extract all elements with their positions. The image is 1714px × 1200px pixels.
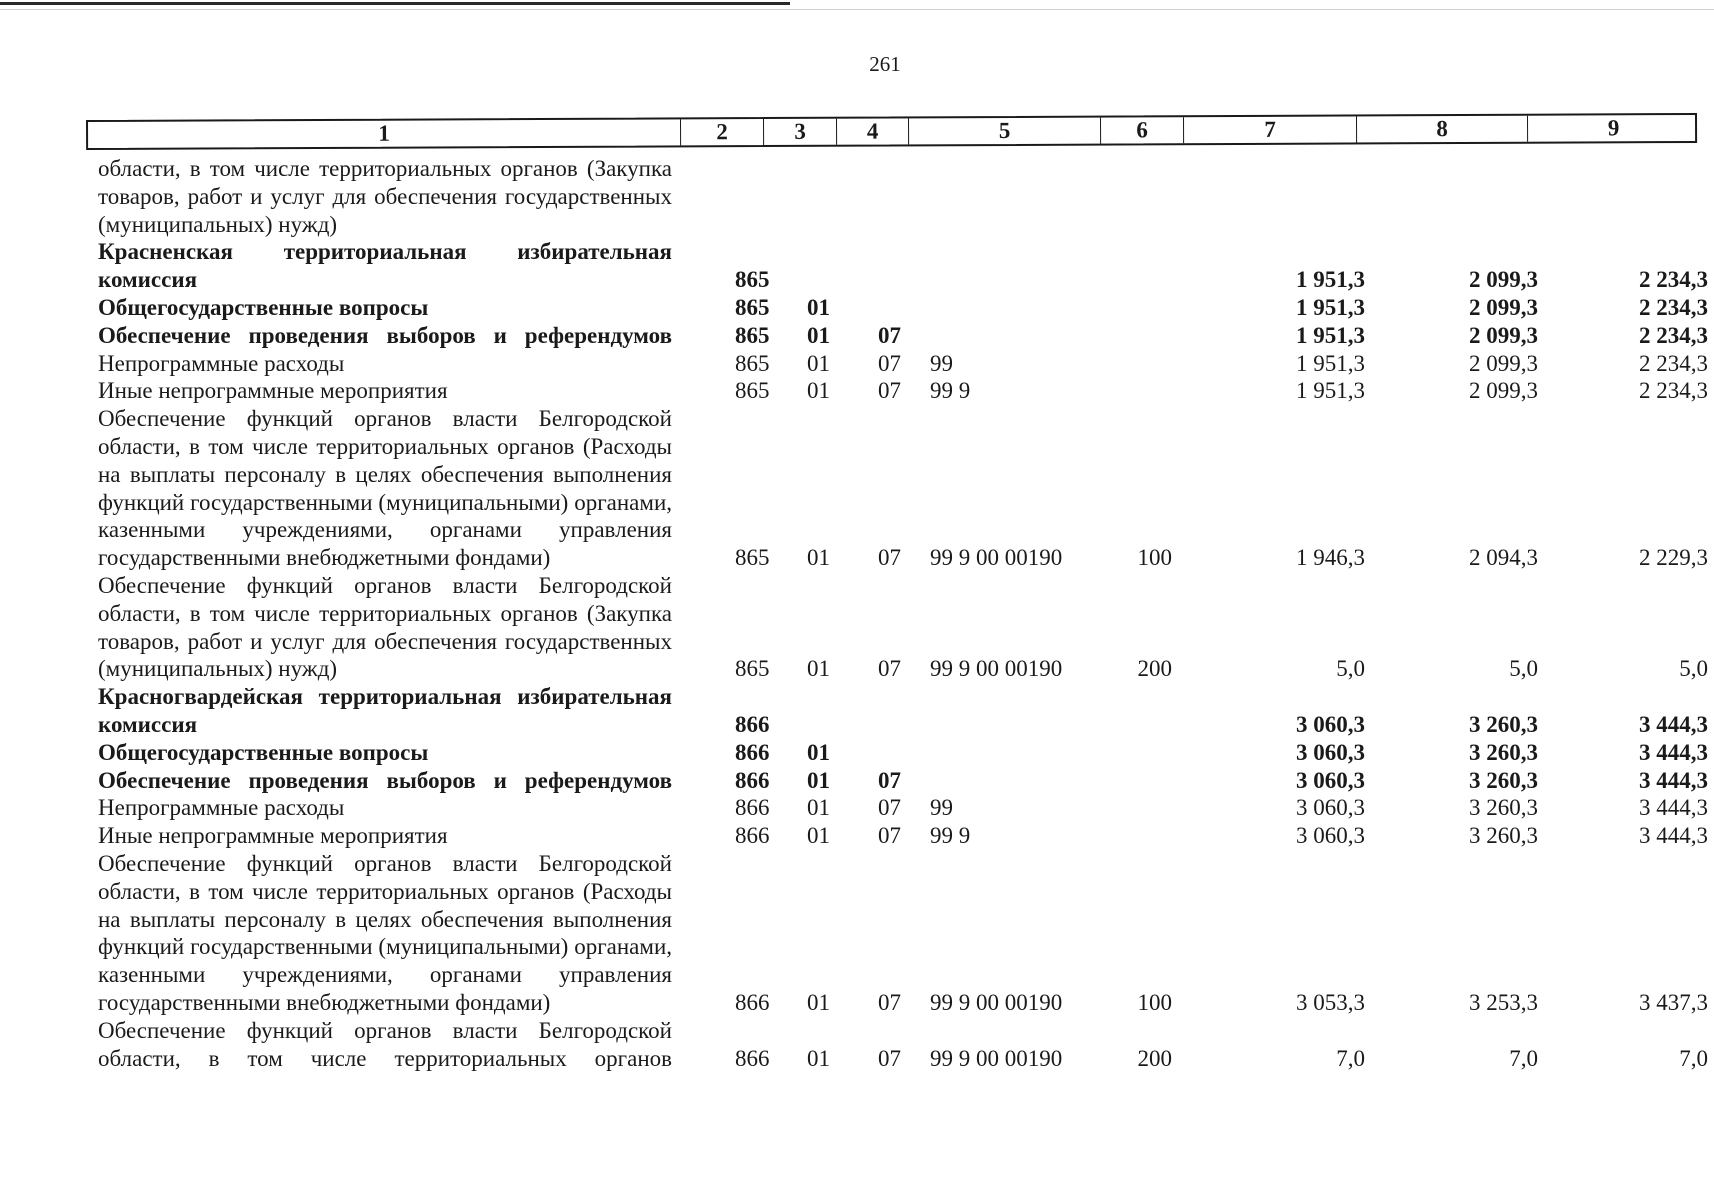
cell-ministry-code: 866 (735, 711, 770, 737)
column-header-6: 6 (1101, 117, 1184, 143)
cell-amount-year-2: 3 260,3 (1469, 795, 1538, 821)
scan-edge-line (0, 2, 790, 5)
row-description: Красненская территориальная избирательная комиссия (98, 239, 672, 293)
cell-amount-year-3: 2 234,3 (1639, 322, 1708, 348)
cell-ministry-code: 865 (735, 322, 770, 348)
cell-amount-year-3: 3 444,3 (1639, 823, 1708, 849)
row-description: Обеспечение проведения выборов и референдумов (98, 322, 672, 348)
cell-subsection-code: 07 (878, 656, 901, 682)
cell-ministry-code: 865 (735, 545, 770, 571)
cell-amount-year-3: 3 437,3 (1639, 989, 1708, 1015)
cell-amount-year-2: 2 099,3 (1469, 322, 1538, 348)
cell-ministry-code: 865 (735, 294, 770, 320)
column-header-4: 4 (837, 118, 909, 144)
table-row (0, 377, 1714, 405)
cell-section-code: 01 (807, 739, 830, 765)
table-row (0, 683, 1714, 739)
cell-subsection-code: 07 (878, 378, 901, 404)
cell-amount-year-2: 3 260,3 (1469, 767, 1538, 793)
cell-section-code: 01 (807, 1045, 830, 1071)
table-body (0, 155, 1714, 1072)
table-row (0, 822, 1714, 850)
cell-target-article: 99 (930, 795, 953, 821)
table-row (0, 405, 1714, 572)
table-row (0, 294, 1714, 322)
cell-subsection-code: 07 (878, 767, 901, 793)
table-row (0, 767, 1714, 795)
row-description: Обеспечение функций органов власти Белгородской области, в том числе территориальных органов (Расходы на выплаты персоналу в целях обеспечения выполнения функций государственными (муниципальными) органами, казенными учреждениями, органами управления государственными внебюджетными фондами) (98, 406, 672, 571)
cell-amount-year-2: 2 099,3 (1469, 267, 1538, 293)
cell-amount-year-1: 1 951,3 (1296, 350, 1365, 376)
cell-amount-year-2: 3 260,3 (1469, 739, 1538, 765)
cell-amount-year-3: 2 234,3 (1639, 378, 1708, 404)
table-row (0, 322, 1714, 350)
row-description: области, в том числе территориальных органов (Закупка товаров, работ и услуг для обеспечения государственных (муниципальных) нужд) (98, 156, 672, 237)
row-description: Общегосударственные вопросы (98, 294, 429, 320)
cell-section-code: 01 (807, 989, 830, 1015)
cell-amount-year-2: 2 099,3 (1469, 294, 1538, 320)
cell-amount-year-1: 7,0 (1336, 1045, 1365, 1071)
cell-amount-year-1: 3 060,3 (1296, 739, 1365, 765)
cell-ministry-code: 866 (735, 823, 770, 849)
cell-amount-year-3: 3 444,3 (1639, 739, 1708, 765)
cell-target-article: 99 9 00 00190 (930, 656, 1063, 682)
cell-ministry-code: 866 (735, 739, 770, 765)
cell-section-code: 01 (807, 378, 830, 404)
cell-amount-year-1: 1 951,3 (1296, 267, 1365, 293)
cell-amount-year-1: 3 060,3 (1296, 767, 1365, 793)
cell-section-code: 01 (807, 656, 830, 682)
table-row (0, 794, 1714, 822)
table-row (0, 155, 1714, 238)
row-description: Обеспечение функций органов власти Белгородской области, в том числе территориальных органов (Расходы на выплаты персоналу в целях обеспечения выполнения функций государственными (муниципальными) органами, казенными учреждениями, органами управления государственными внебюджетными фондами) (98, 850, 672, 1015)
cell-amount-year-2: 3 260,3 (1469, 711, 1538, 737)
cell-subsection-code: 07 (878, 795, 901, 821)
cell-subsection-code: 07 (878, 545, 901, 571)
cell-amount-year-1: 3 053,3 (1296, 989, 1365, 1015)
cell-subsection-code: 07 (878, 350, 901, 376)
cell-section-code: 01 (807, 322, 830, 348)
column-header-8: 8 (1357, 116, 1528, 143)
cell-amount-year-3: 7,0 (1679, 1045, 1708, 1071)
table-header (86, 113, 1697, 150)
page-number: 261 (869, 52, 901, 76)
row-description: Красногвардейская территориальная избирательная комиссия (98, 684, 672, 737)
cell-amount-year-1: 3 060,3 (1296, 711, 1365, 737)
cell-section-code: 01 (807, 294, 830, 320)
row-description: Обеспечение функций органов власти Белгородской области, в том числе территориальных органов (Закупка товаров, работ и услуг для обеспечения государственных (муниципальных) нужд) (98, 572, 672, 682)
table-row (0, 850, 1714, 1017)
row-description: Общегосударственные вопросы (98, 739, 429, 765)
cell-amount-year-3: 3 444,3 (1639, 767, 1708, 793)
cell-subsection-code: 07 (878, 823, 901, 849)
cell-amount-year-2: 5,0 (1509, 656, 1538, 682)
cell-amount-year-3: 3 444,3 (1639, 795, 1708, 821)
cell-subsection-code: 07 (878, 322, 901, 348)
cell-section-code: 01 (807, 767, 830, 793)
cell-amount-year-2: 3 260,3 (1469, 823, 1538, 849)
cell-ministry-code: 865 (735, 350, 770, 376)
column-header-3: 3 (764, 119, 837, 145)
cell-expense-type: 200 (1137, 1045, 1172, 1071)
table-row (0, 572, 1714, 683)
table-row (0, 739, 1714, 767)
cell-ministry-code: 866 (735, 767, 770, 793)
cell-ministry-code: 866 (735, 989, 770, 1015)
cell-section-code: 01 (807, 545, 830, 571)
row-description: Непрограммные расходы (98, 350, 345, 376)
cell-amount-year-3: 2 229,3 (1639, 545, 1708, 571)
cell-ministry-code: 866 (735, 795, 770, 821)
cell-ministry-code: 865 (735, 656, 770, 682)
cell-expense-type: 100 (1137, 545, 1172, 571)
cell-target-article: 99 9 00 00190 (930, 1045, 1063, 1071)
column-header-7: 7 (1184, 116, 1357, 143)
column-header-9: 9 (1607, 115, 1620, 141)
cell-target-article: 99 9 00 00190 (930, 989, 1063, 1015)
row-description: Непрограммные расходы (98, 795, 345, 821)
cell-ministry-code: 865 (735, 378, 770, 404)
cell-amount-year-1: 3 060,3 (1296, 795, 1365, 821)
row-description: Иные непрограммные мероприятия (98, 823, 448, 849)
cell-expense-type: 200 (1137, 656, 1172, 682)
cell-amount-year-3: 2 234,3 (1639, 267, 1708, 293)
table-row (0, 350, 1714, 378)
cell-target-article: 99 (930, 350, 953, 376)
cell-amount-year-1: 1 951,3 (1296, 378, 1365, 404)
cell-target-article: 99 9 (930, 823, 971, 849)
scan-edge-line-faint (0, 9, 1714, 10)
cell-amount-year-2: 2 094,3 (1469, 545, 1538, 571)
cell-subsection-code: 07 (878, 989, 901, 1015)
cell-section-code: 01 (807, 795, 830, 821)
cell-section-code: 01 (807, 350, 830, 376)
cell-amount-year-3: 5,0 (1679, 656, 1708, 682)
cell-amount-year-2: 3 253,3 (1469, 989, 1538, 1015)
cell-amount-year-1: 1 946,3 (1296, 545, 1365, 571)
cell-ministry-code: 866 (735, 1045, 770, 1071)
cell-target-article: 99 9 (930, 378, 971, 404)
cell-amount-year-1: 1 951,3 (1296, 322, 1365, 348)
cell-ministry-code: 865 (735, 267, 770, 293)
cell-target-article: 99 9 00 00190 (930, 545, 1063, 571)
cell-subsection-code: 07 (878, 1045, 901, 1071)
column-header-5: 5 (909, 118, 1101, 145)
cell-amount-year-2: 2 099,3 (1469, 378, 1538, 404)
cell-expense-type: 100 (1137, 989, 1172, 1015)
column-header-1: 1 (88, 119, 681, 148)
cell-amount-year-3: 2 234,3 (1639, 294, 1708, 320)
row-description: Обеспечение функций органов власти Белгородской области, в том числе территориальных органов (98, 1017, 672, 1071)
cell-amount-year-3: 2 234,3 (1639, 350, 1708, 376)
cell-amount-year-1: 5,0 (1336, 656, 1365, 682)
cell-amount-year-2: 7,0 (1509, 1045, 1538, 1071)
table-row (0, 238, 1714, 294)
row-description: Обеспечение проведения выборов и референдумов (98, 767, 672, 793)
row-description: Иные непрограммные мероприятия (98, 378, 448, 404)
column-header-2: 2 (681, 119, 764, 145)
cell-amount-year-1: 1 951,3 (1296, 294, 1365, 320)
cell-section-code: 01 (807, 823, 830, 849)
cell-amount-year-3: 3 444,3 (1639, 711, 1708, 737)
cell-amount-year-2: 2 099,3 (1469, 350, 1538, 376)
cell-amount-year-1: 3 060,3 (1296, 823, 1365, 849)
table-row (0, 1017, 1714, 1073)
